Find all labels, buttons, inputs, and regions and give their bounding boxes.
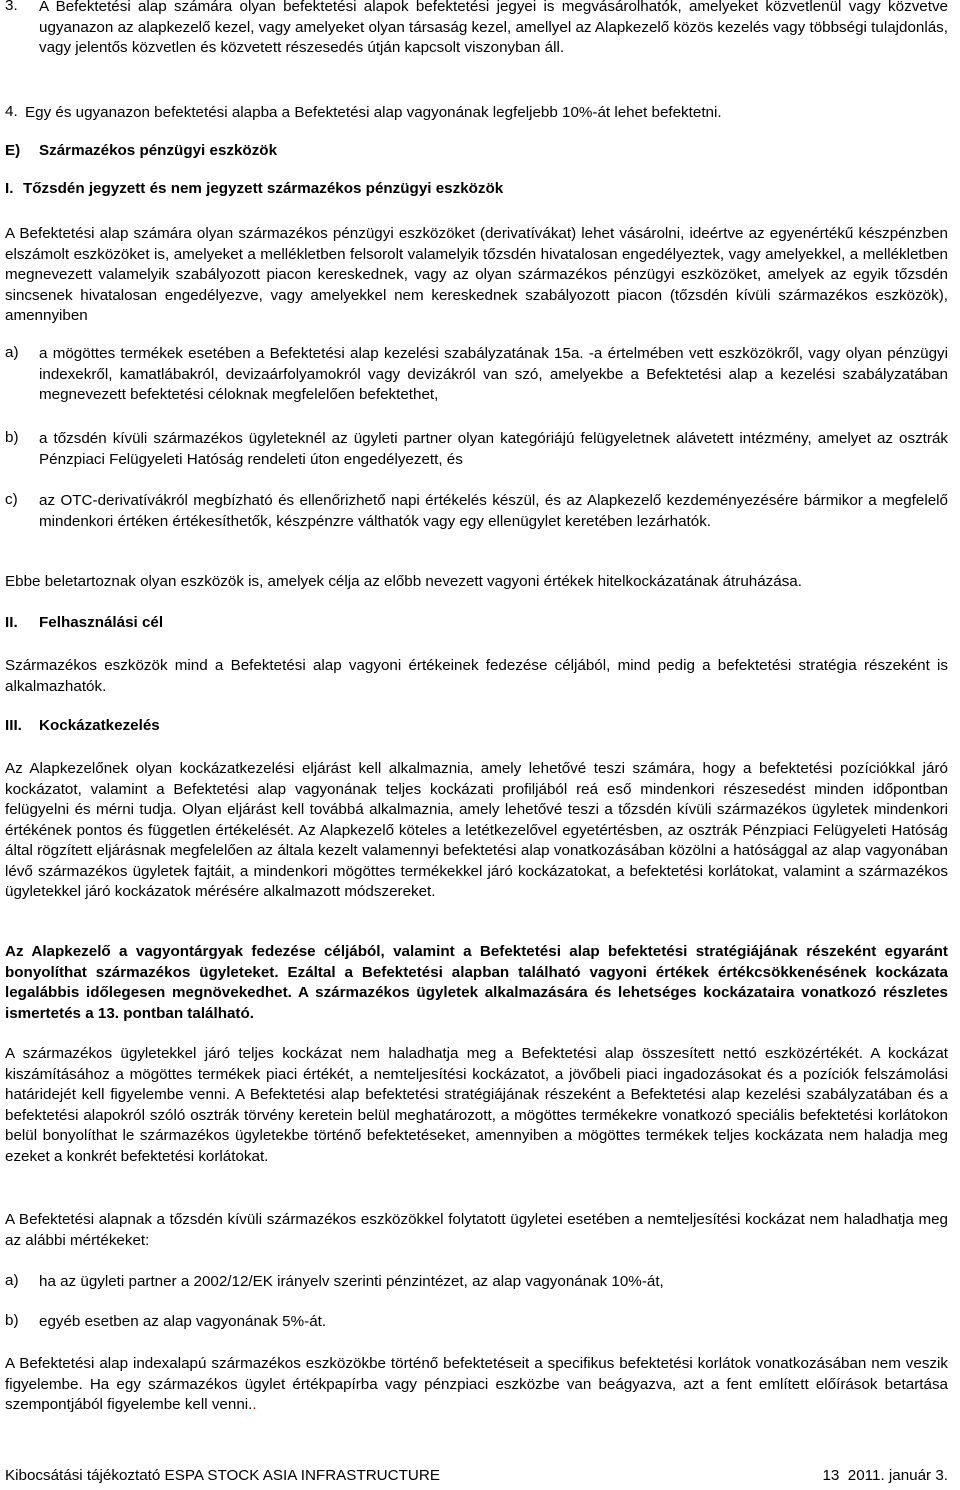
item-label: a) [5, 1272, 19, 1289]
section-iii-paragraph-5 [5, 1354, 948, 1416]
section-title: Származékos pénzügyi eszközök [39, 142, 278, 159]
list-item-4 [5, 103, 948, 124]
section-ii-text: Származékos eszközök mind a Befektetési alap vagyoni értékeinek fedezése céljából, mind pedig a befektetési stratégia részeként is alkalmazhatók. [5, 657, 948, 695]
section-i-heading [5, 180, 948, 201]
footer-document-title: Kibocsátási tájékoztató ESPA STOCK ASIA INFRASTRUCTURE [5, 1467, 440, 1484]
section-iii-paragraph-3: A származékos ügyletekkel járó teljes kockázat nem haladhatja meg a Befektetési alap összesített nettó eszközértékét. A kockázat kiszámításához a mögöttes termékek piaci értékét, a nemteljesítési kockázatot, a jövőbeli piaci ingadozásokat és a pozíciók felszámolási határidejét kell figyelembe venni. A Befektetési alap befektetési stratégiájának részeként a Befektetési alap kezelési szabályzatában és a befektetési alapokról szóló osztrák törvény keretein belül meghatározott, a mögöttes termékekre vonatkozó speciális befektetési korlátokon belül bonyolíthat le származékos ügyletekbe történő befektetéseket, amennyiben a mögöttes termékek teljes kockázata nem haladja meg ezeket a konkrét befektetési korlátokat. [5, 1045, 948, 1165]
section-ii-heading [5, 614, 948, 635]
section-i-intro: A Befektetési alap számára olyan származékos pénzügyi eszközöket (derivatívákat) lehet vásárolni, ideértve az egyenértékű készpénzben elszámolt eszközöket is, amelyeket a mellékletben felsorolt valamelyik tőzsdén hivatalosan engedélyeztek, vagy amelyekkel, a mellékletben megnevezett valamelyik szabályozott piacon kereskednek, vagy az olyan származékos pénzügyi eszközöket, amelyek az egyik tőzsdén sincsenek hivatalosan engedélyezve, vagy amelyekkel nem kereskednek szabályozott piacon (tőzsdén kívüli származékos eszközök), amennyiben [5, 225, 948, 324]
list-item-3 [5, 0, 948, 79]
section-iii-paragraph-1: Az Alapkezelőnek olyan kockázatkezelési eljárást kell alkalmaznia, amely lehetővé teszi számára, hogy a befektetési pozíciókkal járó kockázatot, valamint a Befektetési alap vagyonának teljes kockázati profiljából reá eső mindenkori részesedést minden időpontban felügyelni és mérni tudja. Olyan eljárást kell továbbá alkalmaznia, amely lehetővé teszi a tőzsdén kívüli származékos ügyletek mindenkori értékének pontos és független értékelését. Az Alapkezelő köteles a letétkezelővel egyetértésben, az osztrák Pénzpiaci Felügyeleti Hatóság által rögzített eljárásnak megfelelően az általa kezelt valamennyi befektetési alap vonatkozásában közölni a hatósággal az alap vagyonában lévő származékos ügyletek fajtáit, a mindenkori mögöttes termékekkel járó kockázatokat, a befektetési korlátokat, valamint a származékos ügyletekkel járó kockázatok mérésére alkalmazott módszereket. [5, 760, 948, 900]
item-label: c) [5, 491, 18, 508]
item-number: 4. [5, 103, 18, 120]
section-title: Tőzsdén jegyzett és nem jegyzett származékos pénzügyi eszközök [23, 180, 504, 197]
list-item-b [5, 429, 948, 471]
section-title: Kockázatkezelés [39, 717, 160, 734]
item-text: Egy és ugyanazon befektetési alapba a Befektetési alap vagyonának legfeljebb 10%-át lehet befektetni. [25, 104, 722, 121]
limit-item-b [5, 1312, 948, 1333]
item-label: b) [5, 429, 19, 446]
list-item-c [5, 491, 948, 553]
item-text: ha az ügyleti partner a 2002/12/EK irányelv szerinti pénzintézet, az alap vagyonának 10%-át, [39, 1273, 664, 1290]
section-i-outro: Ebbe beletartoznak olyan eszközök is, amelyek célja az előbb nevezett vagyoni értékek hitelkockázatának átruházása. [5, 573, 802, 590]
section-iii-paragraph-4: A Befektetési alapnak a tőzsdén kívüli származékos eszközökkel folytatott ügyletei esetében a nemteljesítési kockázat nem haladhatja meg az alábbi mértékeket: [5, 1211, 948, 1249]
limit-item-a [5, 1272, 948, 1293]
paragraph-5-text: A Befektetési alap indexalapú származékos eszközökbe történő befektetéseit a specifikus befektetési korlátok vonatkozásában nem veszik figyelembe. Ha egy származékos ügylet értékpapírba vagy pénzpiaci eszközbe van beágyazva, azt a fent említett előírások betartása szempontjából figyelembe kell venni. [5, 1355, 948, 1413]
item-text: az OTC-derivatívákról megbízható és ellenőrizhető napi értékelés készül, és az Alapkezelő kezdeményezésére bármikor a megfelelő mindenkori értéken értékesíthetők, készpénzre válthatók vagy egy ellenügylet keretében lezárhatók. [39, 492, 948, 530]
item-label: a) [5, 344, 19, 361]
red-mark: . [252, 1396, 257, 1413]
item-label: b) [5, 1312, 19, 1329]
item-text: egyéb esetben az alap vagyonának 5%-át. [39, 1313, 327, 1330]
section-iii-heading [5, 717, 948, 738]
section-e-heading [5, 142, 948, 163]
section-label: E) [5, 142, 21, 159]
item-number: 3. [5, 0, 18, 14]
section-iii-paragraph-2: Az Alapkezelő a vagyontárgyak fedezése céljából, valamint a Befektetési alap befektetési stratégiájának részeként egyaránt bonyolíthat származékos ügyleteket. Ezáltal a Befektetési alapban található vagyoni értékek értékcsökkenésének kockázata legalábbis időlegesen megnövekedhet. A származékos ügyletek alkalmazására és lehetséges kockázataira vonatkozó részletes ismertetés a 13. pontban található. [5, 943, 948, 1022]
section-label: II. [5, 614, 18, 631]
item-text: a tőzsdén kívüli származékos ügyleteknél az ügyleti partner olyan kategóriájú felügyeletnek alávetett intézmény, amelyet az osztrák Pénzpiaci Felügyeleti Hatóság rendeleti úton engedélyezett, és [39, 430, 948, 468]
item-text: A Befektetési alap számára olyan befektetési alapok befektetési jegyei is megvásárolhatók, amelyeket közvetlenül vagy közvetve ugyanazon az alapkezelő kezel, vagy amelyeket olyan társaság kezel, amellyel az Alapkezelő közös kezelés vagy többségi tulajdonlás, vagy jelentős közvetlen és közvetett részesedés útján kapcsolt viszonyban áll. [39, 0, 948, 56]
section-label: I. [5, 180, 14, 197]
section-title: Felhasználási cél [39, 614, 164, 631]
section-label: III. [5, 717, 22, 734]
item-text: a mögöttes termékek esetében a Befektetési alap kezelési szabályzatának 15a. -a értelmében vett eszközökről, vagy olyan pénzügyi indexekről, kamatlábakról, devizaárfolyamokról vagy devizákról van szó, amelyekbe a Befektetési alap a kezelési szabályzatában megnevezett befektetési céloknak megfelelően befektethet, [39, 345, 948, 403]
list-item-a [5, 344, 948, 406]
footer-page-date: 13 2011. január 3. [822, 1467, 948, 1484]
